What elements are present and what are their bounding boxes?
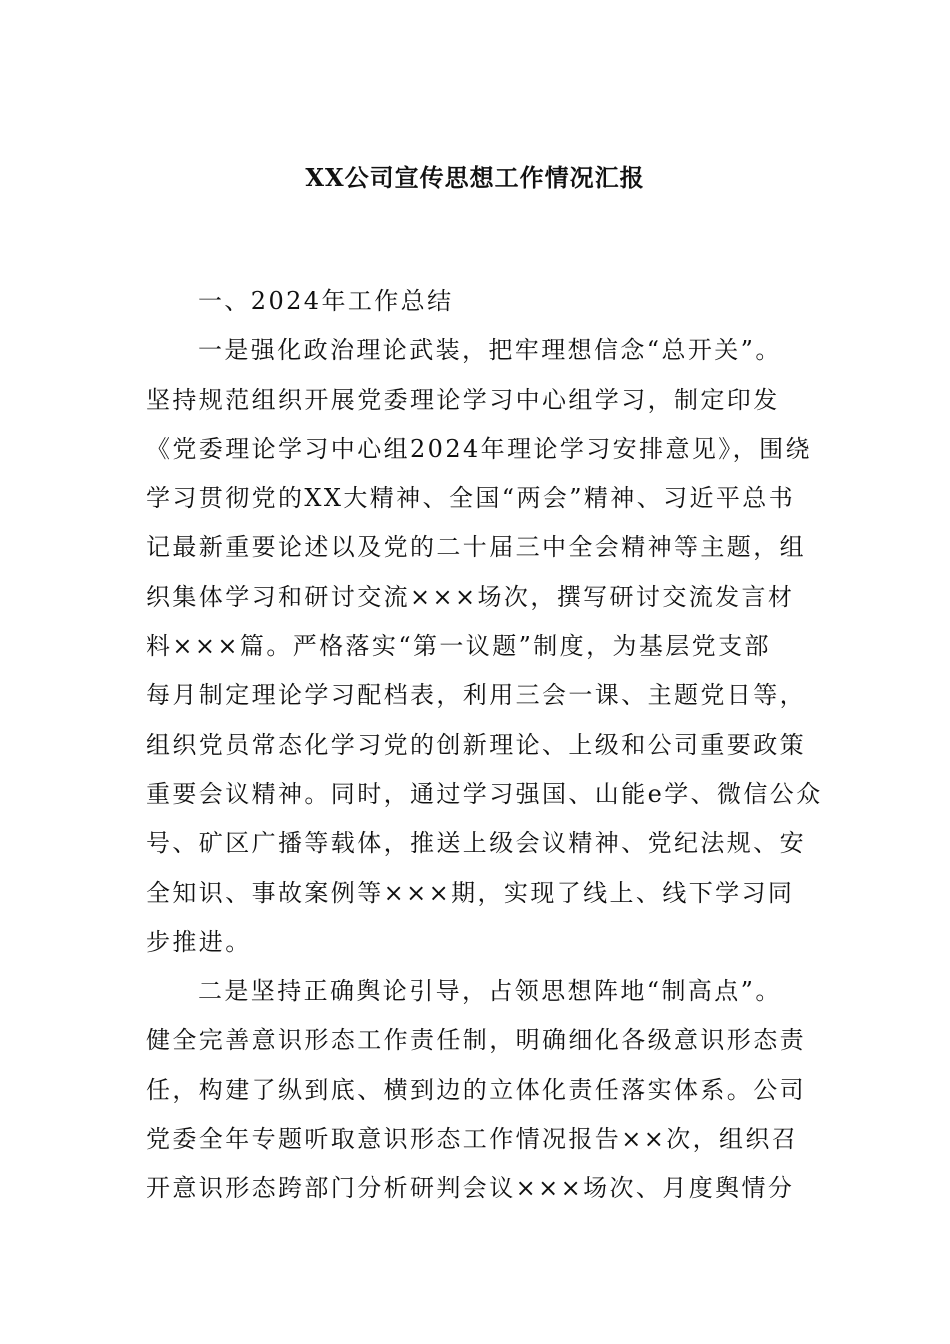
paragraph-line: 号、矿区广播等载体，推送上级会议精神、党纪法规、安	[146, 829, 806, 858]
document-title: XX公司宣传思想工作情况汇报	[305, 163, 645, 192]
paragraph-line: 全知识、事故案例等×××期，实现了线上、线下学习同	[146, 878, 795, 907]
paragraph-line: 二是坚持正确舆论引导，占领思想阵地“制高点”。	[198, 977, 782, 1006]
paragraph-line: 一是强化政治理论武装，把牢理想信念“总开关”。	[198, 336, 782, 365]
paragraph-line: 织集体学习和研讨交流×××场次，撰写研讨交流发言材	[146, 582, 795, 611]
paragraph-line: 步推进。	[146, 927, 252, 956]
paragraph-line: 《党委理论学习中心组2024年理论学习安排意见》，围绕	[146, 434, 812, 463]
paragraph-line: 每月制定理论学习配档表，利用三会一课、主题党日等，	[146, 681, 806, 710]
paragraph-line: 党委全年专题听取意识形态工作情况报告××次，组织召	[146, 1125, 799, 1154]
paragraph-line: 健全完善意识形态工作责任制，明确细化各级意识形态责	[146, 1026, 806, 1055]
document-body	[146, 277, 823, 1214]
paragraph-line: 开意识形态跨部门分析研判会议×××场次、月度舆情分	[146, 1174, 795, 1203]
paragraph-line: 坚持规范组织开展党委理论学习中心组学习，制定印发	[146, 385, 780, 414]
paragraph-line: 组织党员常态化学习党的创新理论、上级和公司重要政策	[146, 730, 806, 759]
section-heading: 一、2024年工作总结	[198, 287, 454, 315]
paragraph-line: 学习贯彻党的XX大精神、全国“两会”精神、习近平总书	[146, 484, 796, 513]
paragraph-line: 料×××篇。严格落实“第一议题”制度，为基层党支部	[146, 632, 771, 661]
paragraph-line: 重要会议精神。同时，通过学习强国、山能e学、微信公众	[146, 779, 823, 808]
paragraph-line: 记最新重要论述以及党的二十届三中全会精神等主题，组	[146, 533, 806, 562]
paragraph-line: 任，构建了纵到底、横到边的立体化责任落实体系。公司	[146, 1075, 806, 1104]
